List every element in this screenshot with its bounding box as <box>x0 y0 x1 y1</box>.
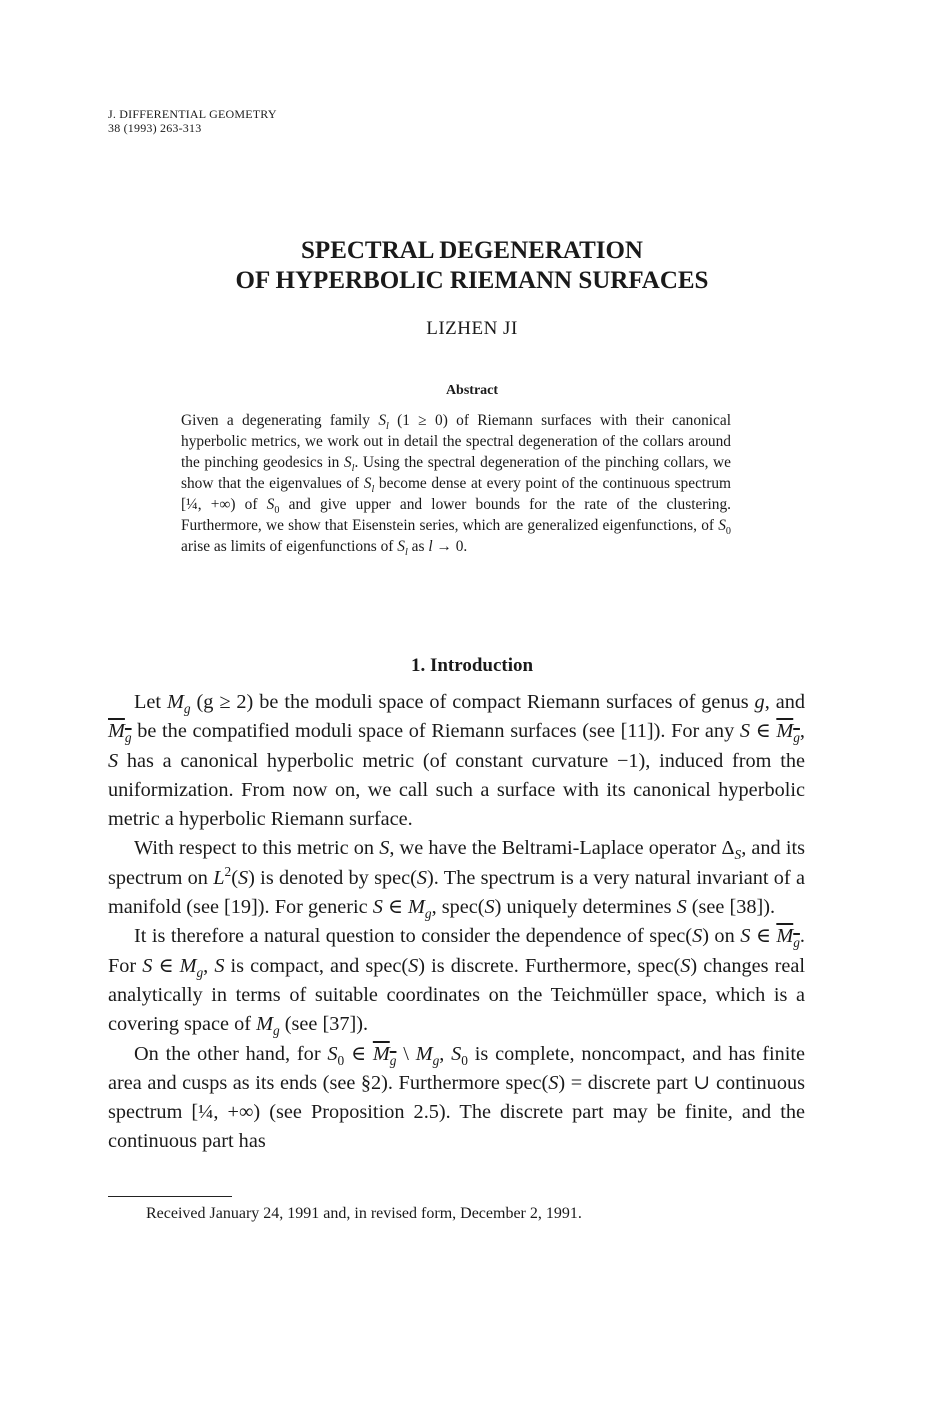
footnote-rule <box>108 1196 232 1197</box>
paragraph-4: On the other hand, for $S_0$ ∈ $M_g$ \ $M_g$, $S_0$ is complete, noncompact, and has finite area and cusps as its ends (see §2). Furthermore spec(S) = discrete part ∪ continuous spectrum [¼, +∞) (see Proposition 2.5). The discrete part may be finite, and the continuous part has <box>108 1042 806 1153</box>
journal-name: J. DIFFERENTIAL GEOMETRY <box>108 107 277 121</box>
paper-title <box>0 236 944 296</box>
abstract-heading: Abstract <box>445 383 499 398</box>
paragraph-2: With respect to this metric on S, we have the Beltrami-Laplace operator $\Delta_S$, and its spectrum on $L^2(S)$ is denoted by spec(S). The spectrum is a very natural invariant of a manifold (see [19]). For generic S ∈ $M_g$, spec(S) uniquely determines S (see [38]). <box>108 837 805 922</box>
paragraph-1: Let $M_g$ (g ≥ 2) be the moduli space of compact Riemann surfaces of genus g, and $M_g$ be the compatified moduli space of Riemann surfaces (see [11]). For any S ∈ $M_g$, S has a canonical hyperbolic metric (of constant curvature −1), induced from the uniformization. From now on, we call such a surface with its canonical hyperbolic metric a hyperbolic Riemann surface. <box>108 691 805 831</box>
author-name: LIZHEN JI <box>426 318 518 339</box>
footnote-text: Received January 24, 1991 and, in revised form, December 2, 1991. <box>146 1205 582 1222</box>
title-line-1: SPECTRAL DEGENERATION <box>301 237 643 264</box>
title-line-2: OF HYPERBOLIC RIEMANN SURFACES <box>235 267 709 294</box>
journal-header <box>108 107 277 135</box>
abstract-text: Given a degenerating family $S_l$ (1 ≥ 0) of Riemann surfaces with their canonical hyperbolic metrics, we work out in detail the spectral degeneration of the collars around the pinching geodesics in $S_l$. Using the spectral degeneration of the pinching collars, we show that the eigenvalues of $S_l$ become dense at every point of the continuous spectrum [¼, +∞) of $S_0$ and give upper and lower bounds for the rate of the clustering. Furthermore, we show that Eisenstein series, which are generalized eigenfunctions, of $S_0$ arise as limits of eigenfunctions of $S_l$ as l → 0. <box>181 412 732 559</box>
journal-citation: 38 (1993) 263-313 <box>108 121 202 135</box>
section-heading: 1. Introduction <box>410 655 534 676</box>
paragraph-3: It is therefore a natural question to consider the dependence of spec(S) on S ∈ $M_g$. For S ∈ $M_g$, S is compact, and spec(S) is discrete. Furthermore, spec(S) changes real analytically in terms of suitable coordinates on the Teichmüller space, which is a covering space of $M_g$ (see [37]). <box>108 925 806 1039</box>
body-text <box>108 688 805 1157</box>
